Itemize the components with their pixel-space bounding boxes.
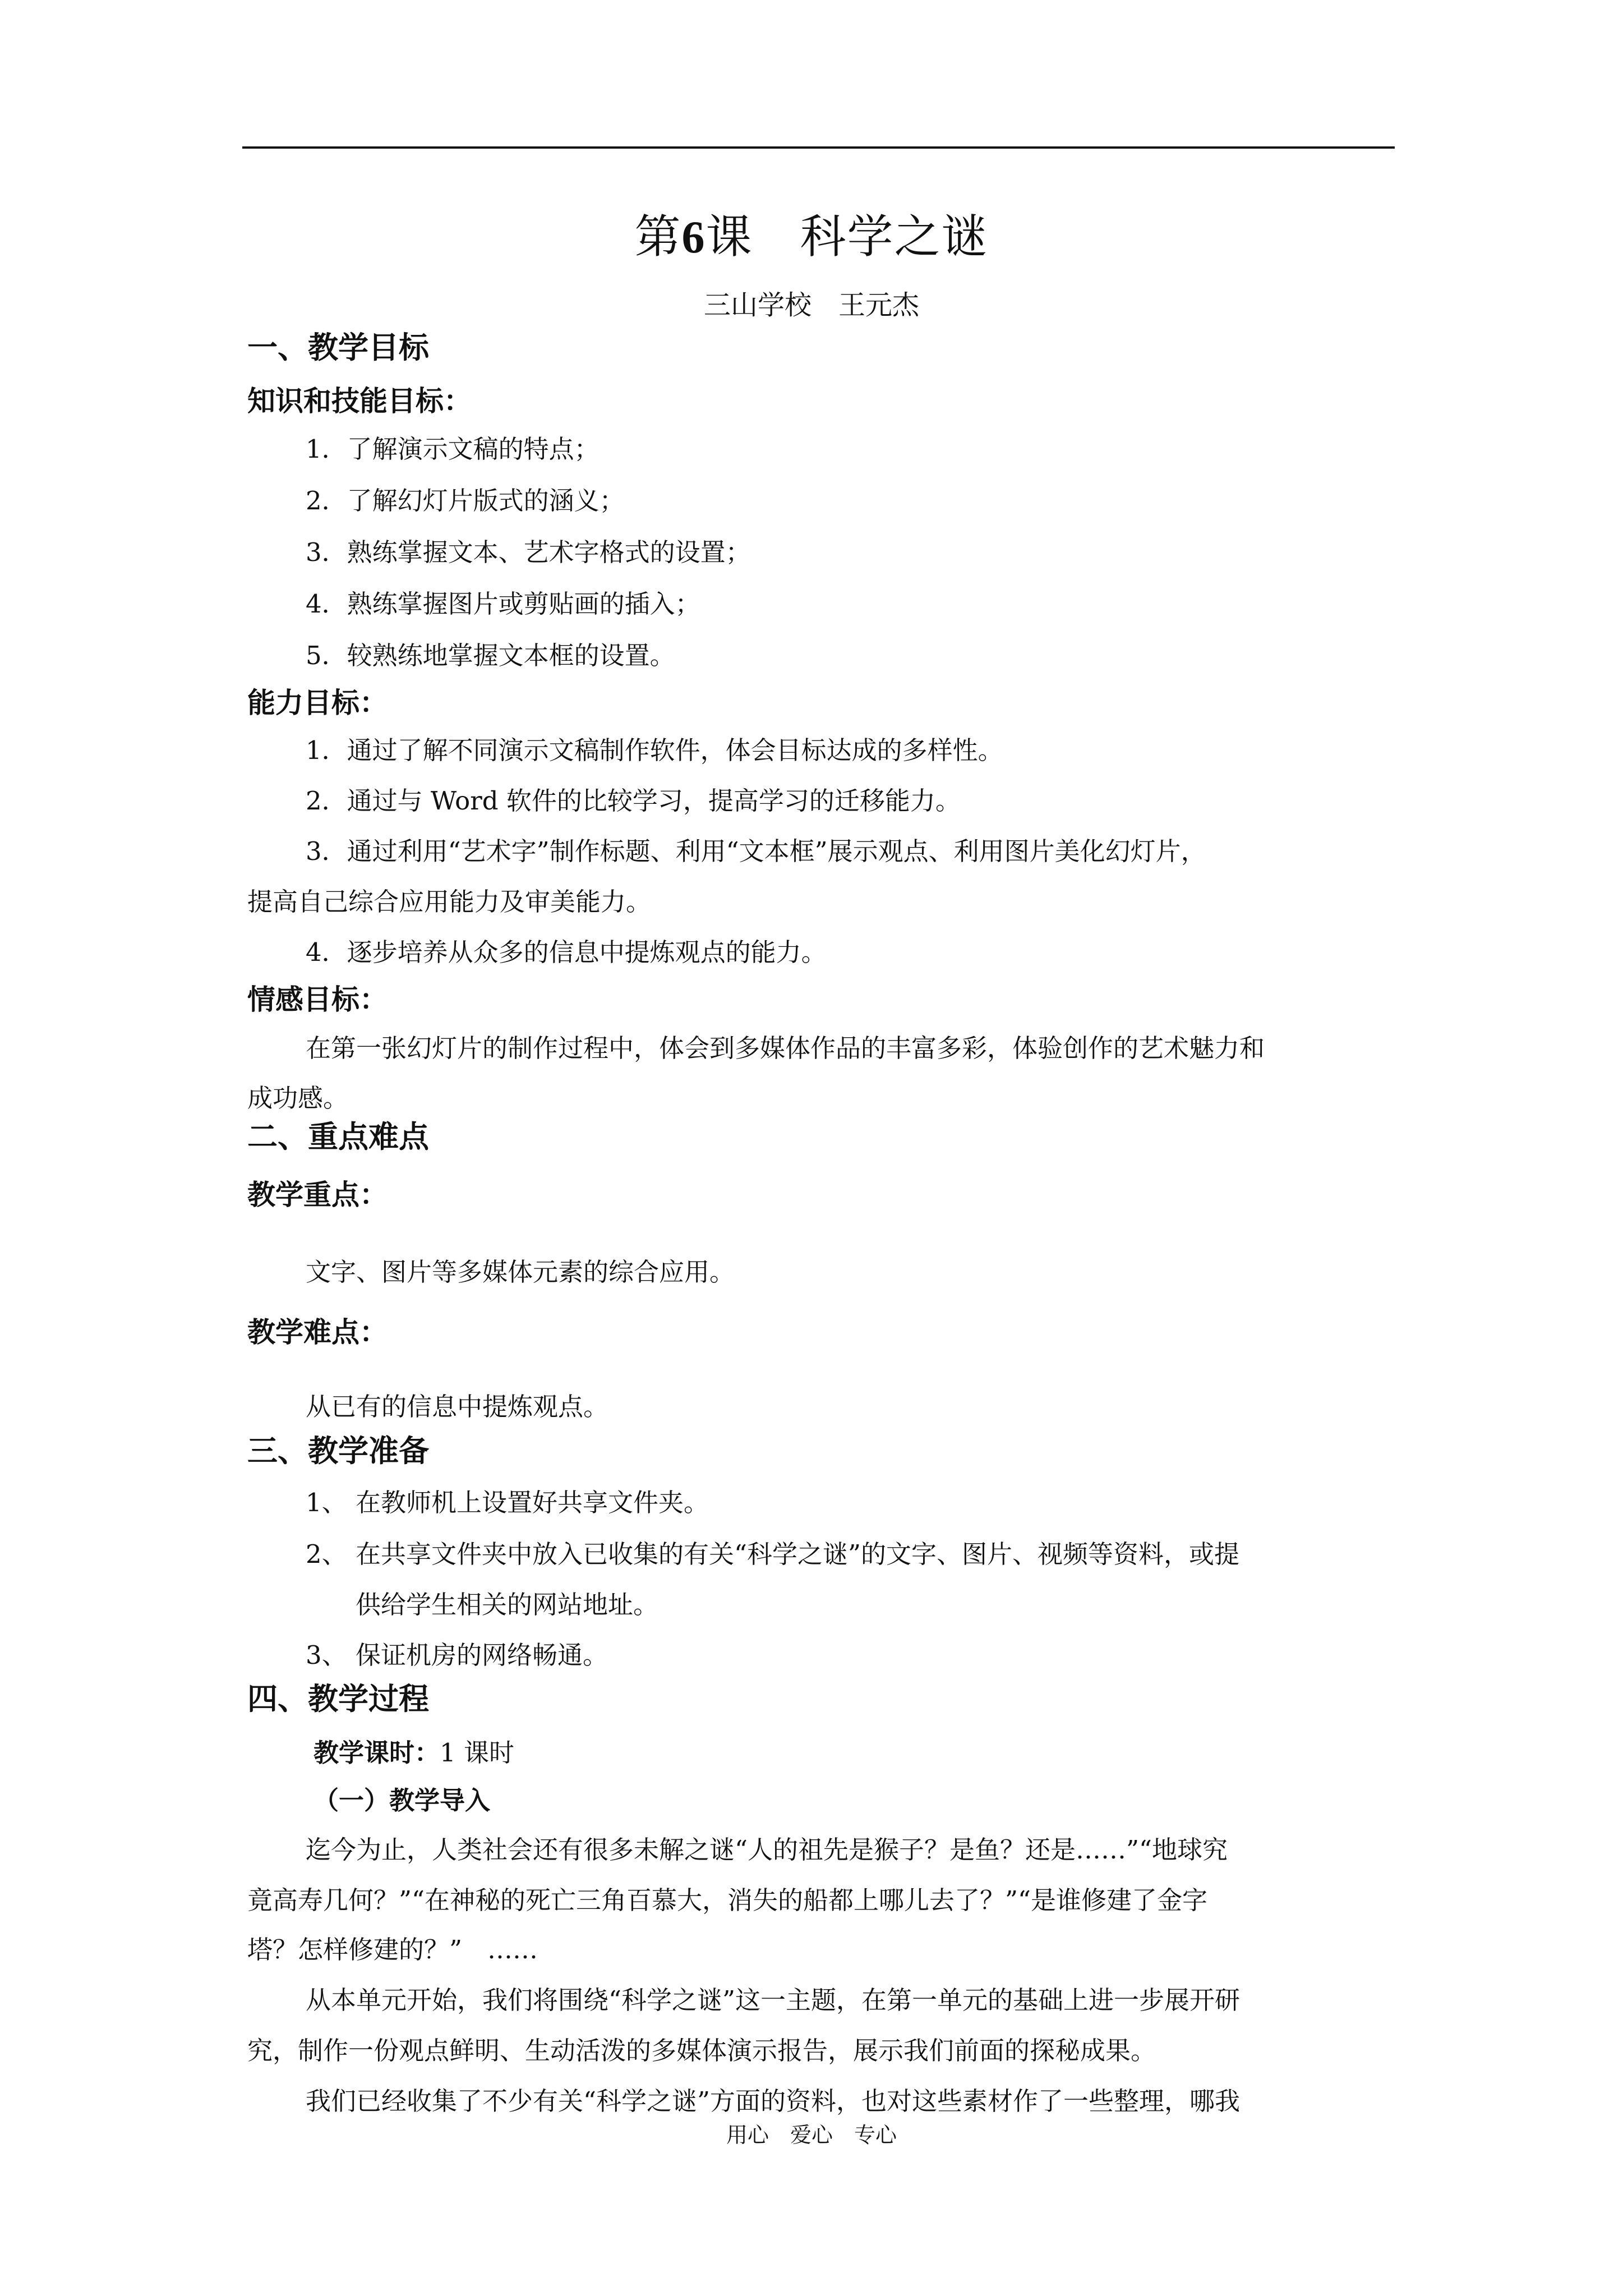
- difficulty-text: 从已有的信息中提炼观点。: [306, 1392, 609, 1421]
- emotion-text: 在第一张幻灯片的制作过程中，体会到多媒体作品的丰富多彩，体验创作的艺术魅力和: [306, 1033, 1265, 1063]
- intro-paragraph-line: 从本单元开始，我们将围绕“科学之谜”这一主题，在第一单元的基础上进一步展开研: [306, 1985, 1241, 2015]
- knowledge-item: 2．了解幻灯片版式的涵义；: [306, 486, 625, 516]
- ability-item: 1．通过了解不同演示文稿制作软件，体会目标达成的多样性。: [306, 735, 1003, 765]
- knowledge-item: 3．熟练掌握文本、艺术字格式的设置；: [306, 537, 751, 567]
- knowledge-item: 4．熟练掌握图片或剪贴画的插入；: [306, 589, 700, 619]
- subheading-difficulty: 教学难点：: [247, 1316, 388, 1349]
- section-heading-goals: 一、教学目标: [247, 330, 429, 365]
- focus-text: 文字、图片等多媒体元素的综合应用。: [306, 1257, 735, 1287]
- teaching-hours-label: 教学课时：: [313, 1738, 440, 1768]
- prep-item-text: 在共享文件夹中放入已收集的有关“科学之谜”的文字、图片、视频等资料，或提: [356, 1539, 1240, 1569]
- subheading-emotion: 情感目标：: [247, 983, 388, 1016]
- emotion-text: 成功感。: [247, 1083, 349, 1113]
- title-prefix: 第: [634, 210, 682, 264]
- prep-item-text: 保证机房的网络畅通。: [356, 1640, 608, 1670]
- intro-heading: [313, 1788, 490, 1813]
- intro-paragraph-line: 究，制作一份观点鲜明、生动活泼的多媒体演示报告，展示我们前面的探秘成果。: [247, 2036, 1156, 2065]
- ability-item: 3．通过利用“艺术字”制作标题、利用“文本框”展示观点、利用图片美化幻灯片，: [306, 836, 1206, 866]
- prep-item-number: 3、: [306, 1640, 347, 1670]
- author-line: 三山学校 王元杰: [703, 289, 919, 321]
- section-heading-process: 四、教学过程: [247, 1681, 429, 1717]
- intro-paragraph-line: 迄今为止，人类社会还有很多未解之谜“人的祖先是猴子？是鱼？还是……”“地球究: [306, 1835, 1228, 1865]
- prep-item-text: 在教师机上设置好共享文件夹。: [356, 1488, 709, 1517]
- intro-heading-text: （一）教学导入: [313, 1786, 491, 1815]
- section-heading-preparation: 三、教学准备: [247, 1433, 429, 1469]
- ability-item: 4．逐步培养从众多的信息中提炼观点的能力。: [306, 937, 827, 967]
- prep-item-text: 供给学生相关的网站地址。: [356, 1590, 659, 1619]
- ability-item: 2．通过与 Word 软件的比较学习，提高学习的迁移能力。: [306, 786, 961, 816]
- ability-item-continuation: 提高自己综合应用能力及审美能力。: [247, 887, 652, 917]
- intro-paragraph-line: 塔？怎样修建的？” ……: [247, 1935, 538, 1964]
- section-heading-key-points: 二、重点难点: [247, 1119, 429, 1154]
- intro-paragraph-line: 我们已经收集了不少有关“科学之谜”方面的资料，也对这些素材作了一些整理，哪我: [306, 2086, 1241, 2116]
- subheading-knowledge: 知识和技能目标：: [247, 385, 472, 417]
- teaching-hours: [313, 1738, 514, 1768]
- prep-item-number: 2、: [306, 1539, 347, 1569]
- intro-paragraph-line: 竟高寿几何？”“在神秘的死亡三角百慕大，消失的船都上哪儿去了？”“是谁修建了金字: [247, 1885, 1208, 1915]
- knowledge-item: 1．了解演示文稿的特点；: [306, 434, 600, 464]
- title-suffix: 课 科学之谜: [706, 210, 989, 264]
- knowledge-item: 5．较熟练地掌握文本框的设置。: [306, 641, 675, 670]
- header-rule: [242, 146, 1395, 149]
- lesson-title: [0, 210, 1623, 264]
- subheading-ability: 能力目标：: [247, 687, 388, 719]
- page-footer: 用心 爱心 专心: [726, 2123, 897, 2147]
- title-number: 6: [681, 211, 706, 263]
- subheading-focus: 教学重点：: [247, 1179, 388, 1211]
- teaching-hours-value: 1 课时: [440, 1738, 514, 1768]
- prep-item-number: 1、: [306, 1488, 347, 1517]
